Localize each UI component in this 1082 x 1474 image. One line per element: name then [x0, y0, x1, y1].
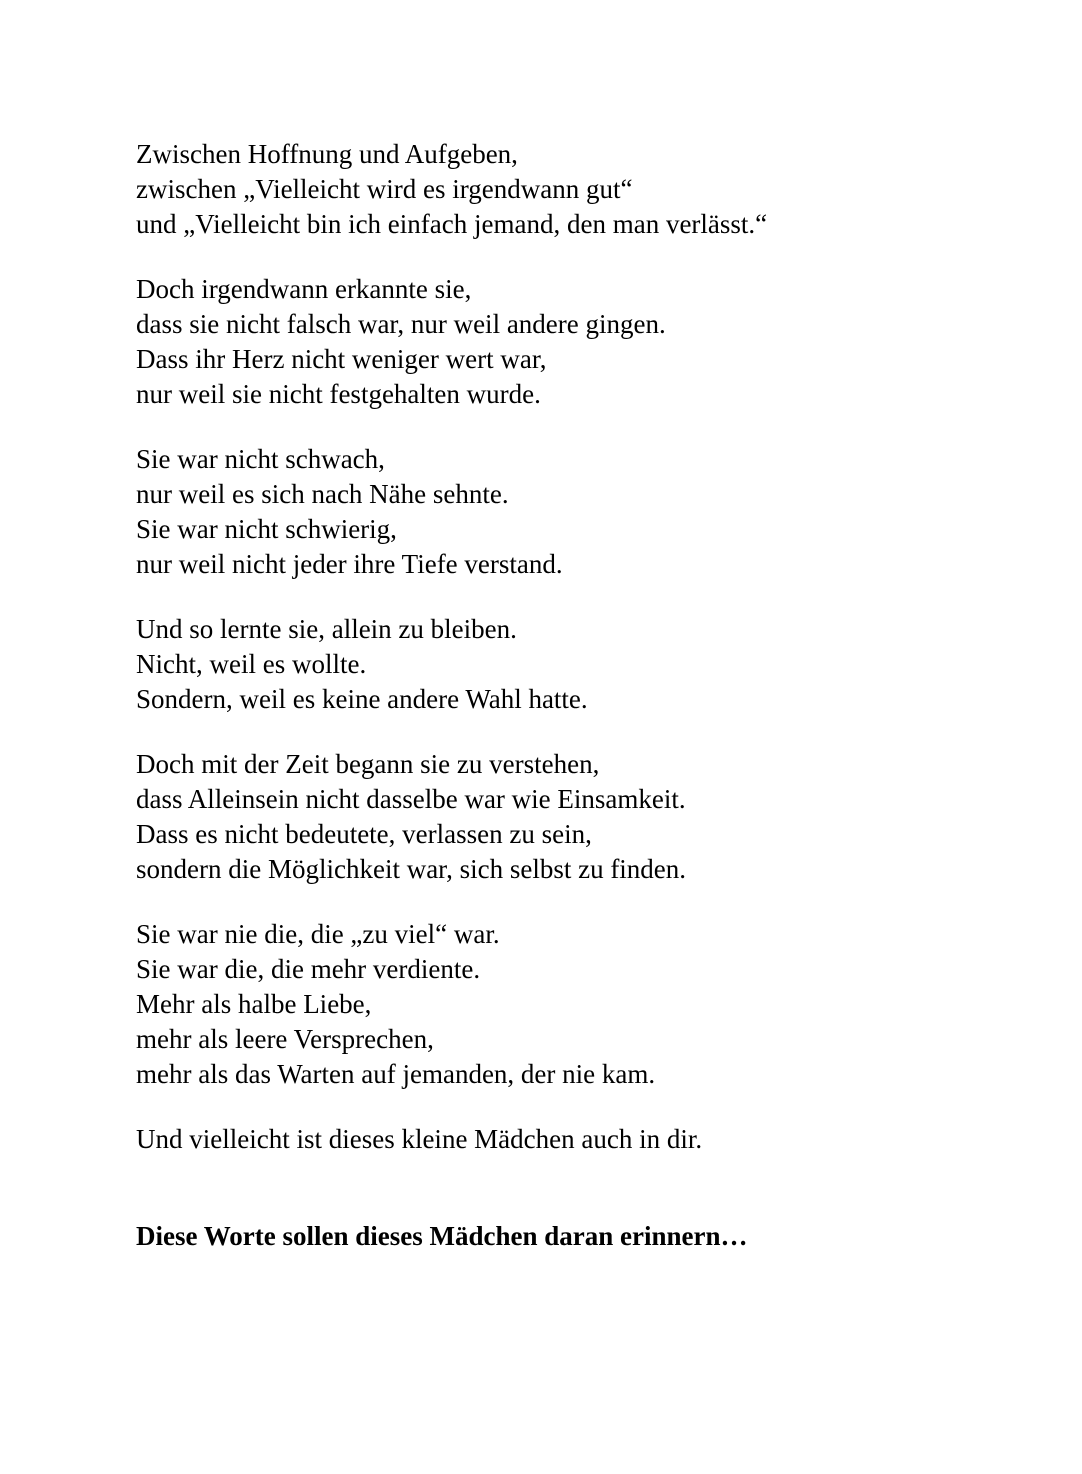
poem-line: und „Vielleicht bin ich einfach jemand, den man verlässt.“: [136, 209, 768, 239]
stanza-4: [136, 612, 1036, 717]
poem-line: Sie war nicht schwach,: [136, 444, 385, 474]
poem-line: Doch irgendwann erkannte sie,: [136, 274, 472, 304]
poem-line: Zwischen Hoffnung und Aufgeben,: [136, 139, 518, 169]
poem-line: zwischen „Vielleicht wird es irgendwann gut“: [136, 174, 633, 204]
poem-line: nur weil nicht jeder ihre Tiefe verstand.: [136, 549, 563, 579]
stanza-6: [136, 917, 1036, 1092]
stanza-7: [136, 1122, 1036, 1157]
poem-line: Sondern, weil es keine andere Wahl hatte.: [136, 684, 588, 714]
stanza-1: [136, 137, 1036, 242]
poem-line: nur weil sie nicht festgehalten wurde.: [136, 379, 541, 409]
poem-line: Doch mit der Zeit begann sie zu verstehen,: [136, 749, 600, 779]
poem-line: nur weil es sich nach Nähe sehnte.: [136, 479, 509, 509]
stanza-3: [136, 442, 1036, 582]
poem-line: Dass ihr Herz nicht weniger wert war,: [136, 344, 547, 374]
poem-line: dass Alleinsein nicht dasselbe war wie Einsamkeit.: [136, 784, 686, 814]
poem-line: dass sie nicht falsch war, nur weil andere gingen.: [136, 309, 666, 339]
poem-body: [136, 137, 1036, 1187]
poem-line: Sie war nicht schwierig,: [136, 514, 397, 544]
stanza-2: [136, 272, 1036, 412]
poem-line: mehr als leere Versprechen,: [136, 1024, 434, 1054]
poem-line: sondern die Möglichkeit war, sich selbst zu finden.: [136, 854, 687, 884]
poem-line: Und vielleicht ist dieses kleine Mädchen auch in dir.: [136, 1124, 703, 1154]
poem-line: Dass es nicht bedeutete, verlassen zu sein,: [136, 819, 592, 849]
poem-line: Und so lernte sie, allein zu bleiben.: [136, 614, 517, 644]
poem-line: Sie war nie die, die „zu viel“ war.: [136, 919, 500, 949]
poem-line: Sie war die, die mehr verdiente.: [136, 954, 481, 984]
poem-line: Mehr als halbe Liebe,: [136, 989, 372, 1019]
poem-line: Nicht, weil es wollte.: [136, 649, 367, 679]
poem-line: mehr als das Warten auf jemanden, der nie kam.: [136, 1059, 656, 1089]
closing-line: Diese Worte sollen dieses Mädchen daran erinnern…: [136, 1221, 748, 1251]
stanza-5: [136, 747, 1036, 887]
